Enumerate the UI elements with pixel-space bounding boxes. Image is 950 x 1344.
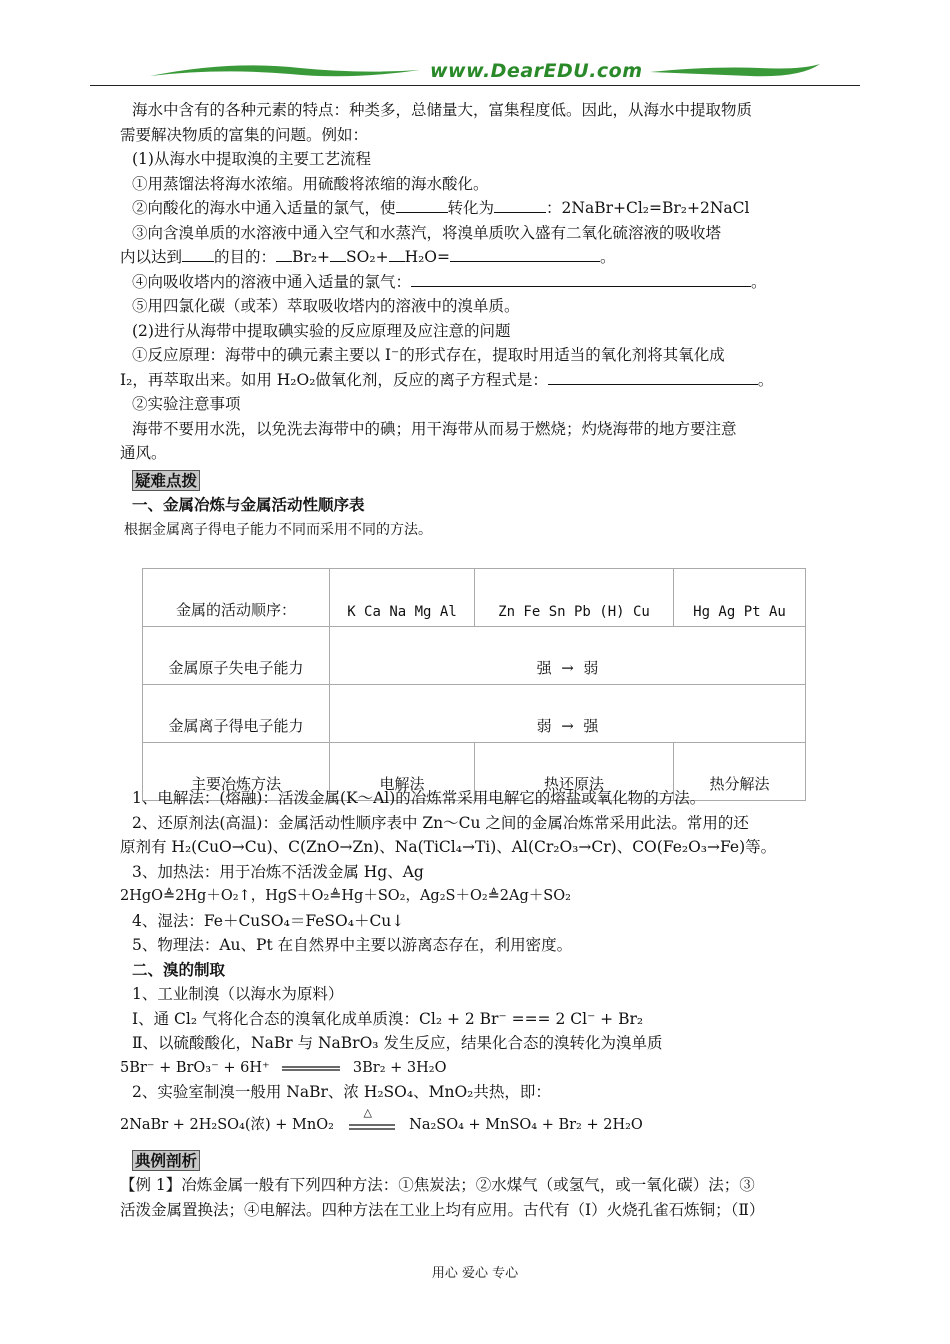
blank	[182, 246, 214, 262]
table-row: 金属离子得电子能力 弱 → 强	[143, 685, 806, 743]
table-row: 主要冶炼方法 电解法 热还原法 热分解法	[143, 743, 806, 801]
blank	[330, 246, 346, 262]
iodine-title: (2)进行从海带中提取碘实验的反应原理及应注意的问题	[132, 321, 511, 340]
bromine-eq-2: 2NaBr + 2H₂SO₄(浓) + MnO₂ △ Na₂SO₄ + MnSO₄ + Br₂ + 2H₂O	[120, 1105, 643, 1133]
blank	[548, 369, 758, 385]
method-4: 4、湿法：Fe＋CuSO₄＝FeSO₄＋Cu↓	[132, 911, 405, 930]
iodine-principle-1: ①反应原理：海带中的碘元素主要以 I⁻的形式存在，提取时用适当的氧化剂将其氧化成	[132, 346, 725, 364]
method-3-equations: 2HgO≜2Hg＋O₂↑，HgS＋O₂≜Hg＋SO₂，Ag₂S＋O₂≜2Ag＋SO₂	[120, 888, 571, 904]
method-2: 2、还原剂法(高温)：金属活动性顺序表中 Zn～Cu 之间的金属冶炼常采用此法。常用的还	[132, 813, 749, 832]
iodine-notes-1: 海带不要用水洗，以免洗去海带中的碘；用干海带从而易于燃烧；灼烧海带的地方要注意	[132, 419, 737, 438]
bromine-step-4: ④向吸收塔内的溶液中通入适量的氯气： 。	[132, 272, 767, 291]
equals-arrow	[282, 1063, 340, 1073]
metal-activity-table	[142, 568, 806, 801]
example-line-1: 【例 1】冶炼金属一般有下列四种方法：①焦炭法；②水煤气（或氢气，或一氧化碳）法；③	[120, 1176, 755, 1194]
site-logo: www.DearEDU.com	[430, 60, 643, 82]
blank	[389, 246, 405, 262]
bromine-prep-2: 2、实验室制溴一般用 NaBr、浓 H₂SO₄、MnO₂共热，即：	[132, 1083, 551, 1101]
bromine-step-2: ②向酸化的海水中通入适量的氯气，使 转化为 ：2NaBr+Cl₂=Br₂+2NaCl	[132, 199, 750, 217]
green-swoosh-right	[650, 62, 820, 80]
bromine-eq-1: 5Br⁻ + BrO₃⁻ + 6H⁺ 3Br₂ + 3H₂O	[120, 1059, 447, 1076]
bromine-step-3: ③向含溴单质的水溶液中通入空气和水蒸汽，将溴单质吹入盛有二氧化硫溶液的吸收塔	[132, 223, 722, 242]
method-5: 5、物理法：Au、Pt 在自然界中主要以游离态存在，利用密度。	[132, 936, 573, 954]
blank	[396, 197, 448, 213]
delta-icon: △	[363, 1105, 372, 1119]
page-footer: 用心 爱心 专心	[431, 1266, 519, 1281]
bromine-step-1: ①用蒸馏法将海水浓缩。用硫酸将浓缩的海水酸化。	[132, 174, 489, 193]
example-line-2: 活泼金属置换法；④电解法。四种方法在工业上均有应用。古代有（Ⅰ）火烧孔雀石炼铜；（Ⅱ）	[120, 1200, 765, 1219]
page-header	[90, 58, 860, 90]
blank	[276, 246, 292, 262]
bromine-step-5: ⑤用四氯化碳（或苯）萃取吸收塔内的溶液中的溴单质。	[132, 297, 520, 315]
iodine-notes-2: 通风。	[120, 444, 167, 462]
heating-equals	[349, 1105, 395, 1135]
document-body	[122, 96, 862, 542]
blank	[411, 271, 751, 287]
method-2-cont: 原剂有 H₂(CuO→Cu)、C(ZnO→Zn)、Na(TiCl₄→Ti)、Al(Cr₂O₃→Cr)、CO(Fe₂O₃→Fe)等。	[120, 838, 777, 856]
section-tip: 疑难点拨	[122, 469, 862, 494]
bromine-prep-heading: 二、溴的制取	[132, 959, 226, 979]
header-rule	[90, 85, 860, 86]
section-example: 典例剖析	[122, 1149, 862, 1174]
bromine-prep-1-ii: Ⅱ、以硫酸酸化，NaBr 与 NaBrO₃ 发生反应，结果化合态的溴转化为溴单质	[132, 1034, 663, 1052]
iodine-principle-2: I₂，再萃取出来。如用 H₂O₂做氧化剂，反应的离子方程式是： 。	[120, 370, 774, 389]
intro-line-2: 需要解决物质的富集的问题。例如：	[120, 125, 369, 144]
method-3: 3、加热法：用于冶炼不活泼金属 Hg、Ag	[132, 862, 424, 881]
bromine-prep-1-i: Ⅰ、通 Cl₂ 气将化合态的溴氧化成单质溴：Cl₂ + 2 Br⁻ === 2 Cl⁻ + Br₂	[132, 1009, 644, 1028]
iodine-notes-title: ②实验注意事项	[132, 395, 241, 413]
bromine-step-3-cont: 内以达到 的目的： Br₂+ SO₂+ H₂O= 。	[120, 248, 616, 266]
green-swoosh-left	[150, 62, 420, 80]
method-1: 1、电解法：(熔融)：活泼金属(K～Al)的冶炼常采用电解它的熔盐或氧化物的方法。	[132, 789, 706, 807]
blank	[494, 197, 546, 213]
document-body-2	[122, 786, 862, 1222]
bromine-prep-1: 1、工业制溴（以海水为原料）	[132, 985, 344, 1003]
blank	[450, 246, 600, 262]
table-row: 金属的活动顺序： K Ca Na Mg Al Zn Fe Sn Pb (H) Cu Hg Ag Pt Au	[143, 569, 806, 627]
table-row: 金属原子失电子能力 强 → 弱	[143, 627, 806, 685]
metal-note: 根据金属离子得电子能力不同而采用不同的方法。	[124, 521, 432, 538]
bromine-flow-title: (1)从海水中提取溴的主要工艺流程	[132, 150, 371, 168]
intro-line-1: 海水中含有的各种元素的特点：种类多，总储量大，富集程度低。因此，从海水中提取物质	[132, 101, 753, 119]
metal-heading: 一、金属冶炼与金属活动性顺序表	[132, 495, 365, 514]
